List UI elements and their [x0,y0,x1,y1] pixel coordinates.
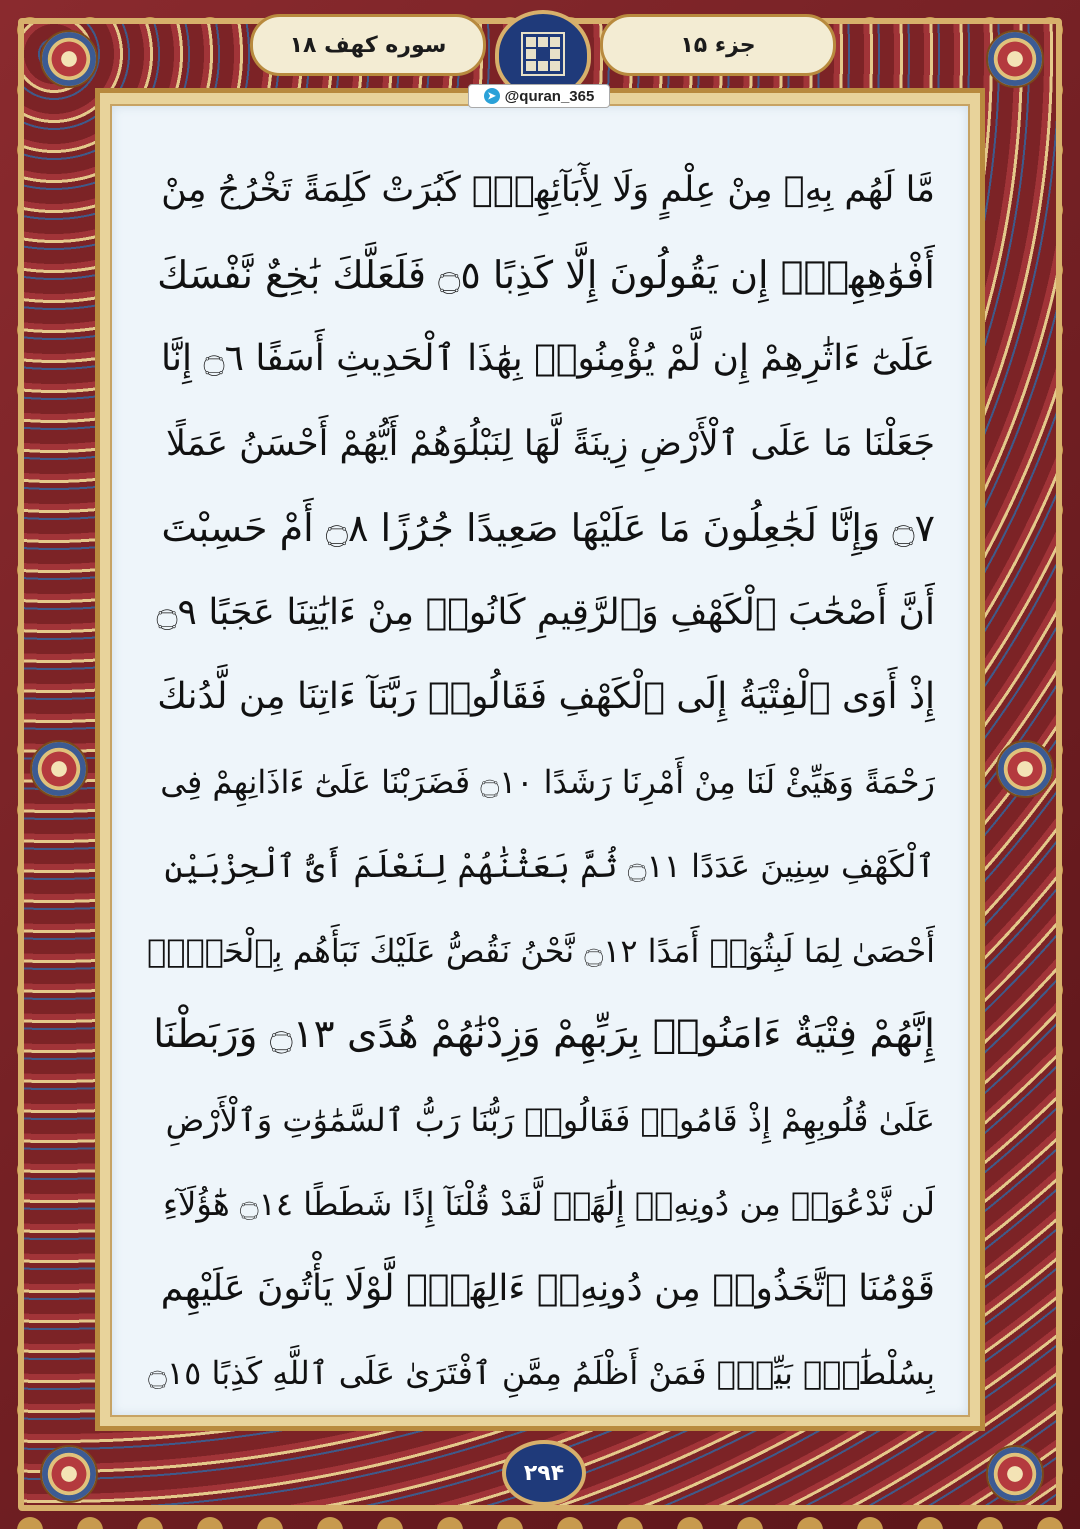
verse-block [145,148,935,1416]
verse-line: مَّا لَهُم بِهِۦ مِنْ عِلْمٍ وَلَا لِأٓبَآئِهِمْۚ كَبُرَتْ كَلِمَةً تَخْرُجُ مِنْ [161,170,935,210]
corner-rosette-icon [40,1445,98,1503]
verse-line: لَن نَّدْعُوَا۟ مِن دُونِهِۦٓ إِلَٰهًاۖ لَّقَدْ قُلْنَآ إِذًا شَطَطًا ۝١٤ هَٰٓؤُلَآءِ [163,1185,935,1223]
verse-line: عَلَىٰ قُلُوبِهِمْ إِذْ قَامُوا۟ فَقَالُوا۟ رَبُّنَا رَبُّ ٱلسَّمَٰوَٰتِ وَٱلْأَرْضِ [165,1100,935,1139]
channel-handle: @quran_365 [504,87,595,105]
channel-tag[interactable] [468,84,610,108]
corner-rosette-icon [986,1445,1044,1503]
verse-line: جَعَلْنَا مَا عَلَى ٱلْأَرْضِ زِينَةً لَّهَا لِنَبْلُوَهُمْ أَيُّهُمْ أَحْسَنُ عَمَلًا [166,423,935,464]
verse-line: إِنَّهُمْ فِتْيَةٌ ءَامَنُوا۟ بِرَبِّهِمْ وَزِدْنَٰهُمْ هُدًى ۝١٣ وَرَبَطْنَا [153,1012,935,1057]
verse-line: رَحْمَةً وَهَيِّئْ لَنَا مِنْ أَمْرِنَا رَشَدًا ۝١٠ فَضَرَبْنَا عَلَىٰٓ ءَاذَانِهِمْ فِى [160,762,935,801]
corner-rosette-icon [986,30,1044,88]
telegram-icon: ➤ [484,88,500,104]
verse-line: أَحْصَىٰ لِمَا لَبِثُوٓا۟ أَمَدًا ۝١٢ نَّحْنُ نَقُصُّ عَلَيْكَ نَبَأَهُم بِٱلْحَقِّۚ [147,931,935,970]
verse-line: إِذْ أَوَى ٱلْفِتْيَةُ إِلَى ٱلْكَهْفِ فَقَالُوا۟ رَبَّنَآ ءَاتِنَا مِن لَّدُنكَ [157,676,935,717]
juz-label: جزء ۱۵ [600,14,836,76]
verse-line: عَلَىٰٓ ءَاثَٰرِهِمْ إِن لَّمْ يُؤْمِنُوا۟ بِهَٰذَا ٱلْحَدِيثِ أَسَفًا ۝٦ إِنَّا [161,338,935,379]
verse-line: أَنَّ أَصْحَٰبَ ٱلْكَهْفِ وَٱلرَّقِيمِ كَانُوا۟ مِنْ ءَايَٰتِنَا عَجَبًا ۝٩ [156,591,935,633]
verse-line: قَوْمُنَا ٱتَّخَذُوا۟ مِن دُونِهِۦٓ ءَالِهَةًۖ لَّوْلَا يَأْتُونَ عَلَيْهِم [160,1267,935,1309]
page-number: ۲۹۴ [502,1440,586,1506]
verse-line: أَفْوَٰهِهِمْۚ إِن يَقُولُونَ إِلَّا كَذِبًا ۝٥ فَلَعَلَّكَ بَٰخِعٌ نَّفْسَكَ [157,252,935,297]
verse-line: ۝٧ وَإِنَّا لَجَٰعِلُونَ مَا عَلَيْهَا صَعِيدًا جُرُزًا ۝٨ أَمْ حَسِبْتَ [161,506,935,550]
verse-line: بِسُلْطَٰنٍۭ بَيِّنٍۖ فَمَنْ أَظْلَمُ مِمَّنِ ٱفْتَرَىٰ عَلَى ٱللَّهِ كَذِبًا ۝١٥ [148,1354,935,1392]
side-rosette-icon [996,740,1054,798]
surah-label: سوره کهف ۱۸ [250,14,486,76]
verse-line: ٱلْكَهْفِ سِنِينَ عَدَدًا ۝١١ ثُمَّ بَعَثْنَٰهُمْ لِنَعْلَمَ أَىُّ ٱلْحِزْبَيْنِ [164,847,935,885]
side-rosette-icon [30,740,88,798]
corner-rosette-icon [40,30,98,88]
